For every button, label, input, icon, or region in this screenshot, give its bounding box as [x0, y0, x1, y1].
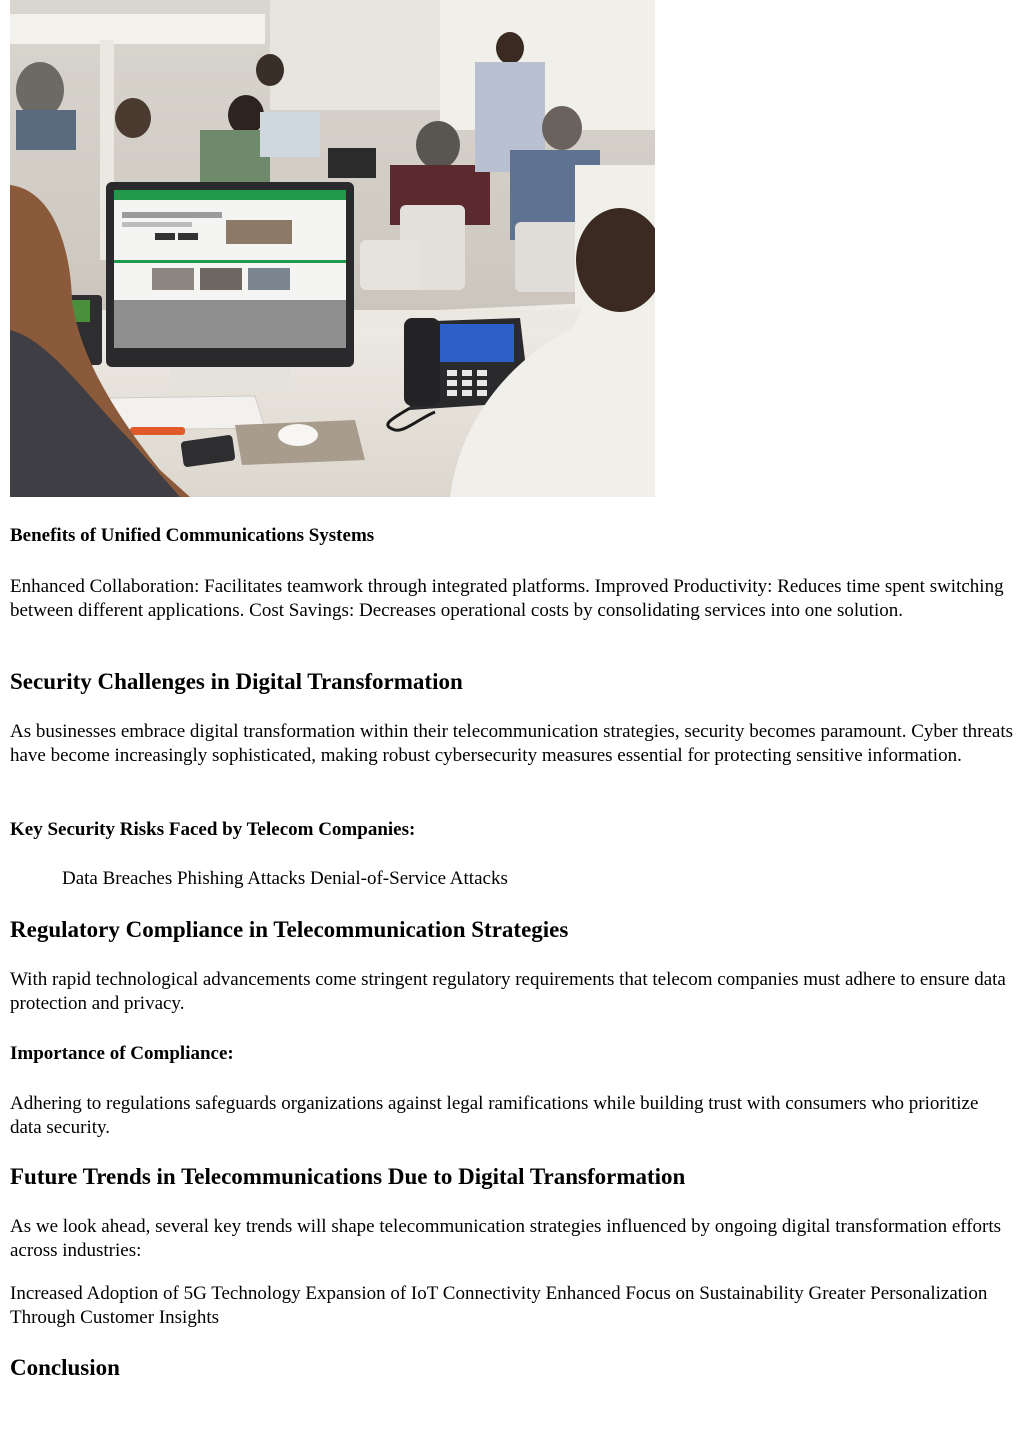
trends-list: Increased Adoption of 5G Technology Expansion of IoT Connectivity Enhanced Focus on Sustainability Greater Personalization Through Customer Insights [10, 1283, 988, 1328]
risks-heading: Key Security Risks Faced by Telecom Companies: [10, 819, 416, 840]
compliance-paragraph: Adhering to regulations safeguards organizations against legal ramifications while building trust with consumers who prioritize data security. [10, 1093, 979, 1138]
conclusion-heading: Conclusion [10, 1355, 120, 1380]
regulatory-heading: Regulatory Compliance in Telecommunication Strategies [10, 917, 569, 942]
office-photo-illustration [10, 0, 655, 497]
regulatory-paragraph: With rapid technological advancements come stringent regulatory requirements that telecom companies must adhere to ensure data protection and privacy. [10, 969, 1006, 1014]
security-heading: Security Challenges in Digital Transformation [10, 669, 463, 694]
future-trends-paragraph: As we look ahead, several key trends will shape telecommunication strategies influenced by ongoing digital transformation efforts across industries: [10, 1216, 1002, 1261]
future-trends-heading: Future Trends in Telecommunications Due to Digital Transformation [10, 1164, 686, 1189]
benefits-heading: Benefits of Unified Communications Systems [10, 525, 375, 546]
security-paragraph: As businesses embrace digital transformation within their telecommunication strategies, security becomes paramount. Cyber threats have become increasingly sophisticated, making robust cybersecurity measures essential for protecting sensitive information. [10, 721, 1014, 766]
risks-list: Data Breaches Phishing Attacks Denial-of-Service Attacks [62, 868, 508, 889]
benefits-paragraph: Enhanced Collaboration: Facilitates teamwork through integrated platforms. Improved Productivity: Reduces time spent switching between different applications. Cost Savings: Decreases operational costs by consolidating services into one solution. [10, 576, 1004, 621]
office-workspace-photo [10, 0, 655, 497]
compliance-heading: Importance of Compliance: [10, 1043, 234, 1064]
